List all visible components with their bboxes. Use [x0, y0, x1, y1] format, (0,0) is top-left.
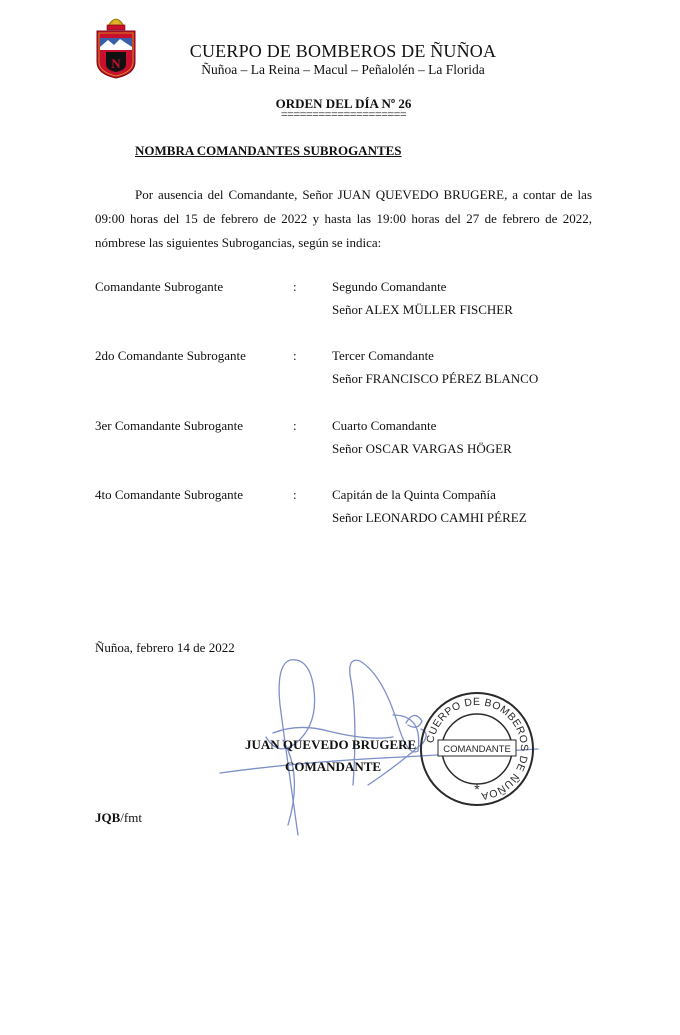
order-title: ORDEN DEL DÍA Nº 26 [275, 96, 412, 111]
appointment-name: Señor OSCAR VARGAS HÖGER [332, 441, 512, 456]
initials-typist: /fmt [120, 810, 142, 825]
initials-author: JQB [95, 810, 121, 825]
section-title: NOMBRA COMANDANTES SUBROGANTES [135, 143, 402, 158]
crest-letter: N [111, 56, 121, 71]
organization-crest-logo [94, 12, 138, 80]
appointment-separator: : [293, 348, 297, 363]
seal-ring-text: CUERPO DE BOMBEROS DE ÑUÑOA [424, 695, 531, 802]
appointment-title: Cuarto Comandante [332, 418, 437, 433]
organization-communes: Ñuñoa – La Reina – Macul – Peñalolén – La Florida [201, 62, 485, 77]
signer-role: COMANDANTE [285, 759, 382, 774]
signer-name: JUAN QUEVEDO BRUGERE [245, 737, 417, 752]
seal-center-text: COMANDANTE [443, 744, 511, 755]
place-date: Ñuñoa, febrero 14 de 2022 [95, 640, 235, 655]
appointment-separator: : [293, 487, 297, 502]
appointment-separator: : [293, 418, 297, 433]
appointment-name: Señor ALEX MÜLLER FISCHER [332, 302, 513, 317]
order-title-rule: ==================== [280, 107, 407, 121]
document-initials [95, 810, 142, 826]
organization-title: CUERPO DE BOMBEROS DE ÑUÑOA [189, 41, 497, 61]
appointment-title: Capitán de la Quinta Compañía [332, 487, 496, 502]
appointment-row [95, 487, 615, 535]
appointment-role: 3er Comandante Subrogante [95, 418, 244, 433]
appointment-name: Señor LEONARDO CAMHI PÉREZ [332, 510, 527, 525]
appointment-role: 4to Comandante Subrogante [95, 487, 244, 502]
appointment-role: 2do Comandante Subrogante [95, 348, 246, 363]
appointment-row [95, 348, 615, 396]
appointment-role: Comandante Subrogante [95, 279, 224, 294]
appointment-row [95, 418, 615, 466]
seal-star-icon: * [474, 781, 480, 797]
official-seal-stamp [418, 690, 536, 808]
intro-paragraph: Por ausencia del Comandante, Señor JUAN QUEVEDO BRUGERE, a contar de las 09:00 horas del 15 de febrero de 2022 y hasta las 19:00 horas del 27 de febrero de 2022, nómbrese las siguientes Subrogancias, según se indica: [95, 187, 592, 250]
appointment-name: Señor FRANCISCO PÉREZ BLANCO [332, 371, 539, 386]
appointment-row [95, 279, 615, 327]
appointment-title: Segundo Comandante [332, 279, 447, 294]
appointment-separator: : [293, 279, 297, 294]
appointment-title: Tercer Comandante [332, 348, 434, 363]
